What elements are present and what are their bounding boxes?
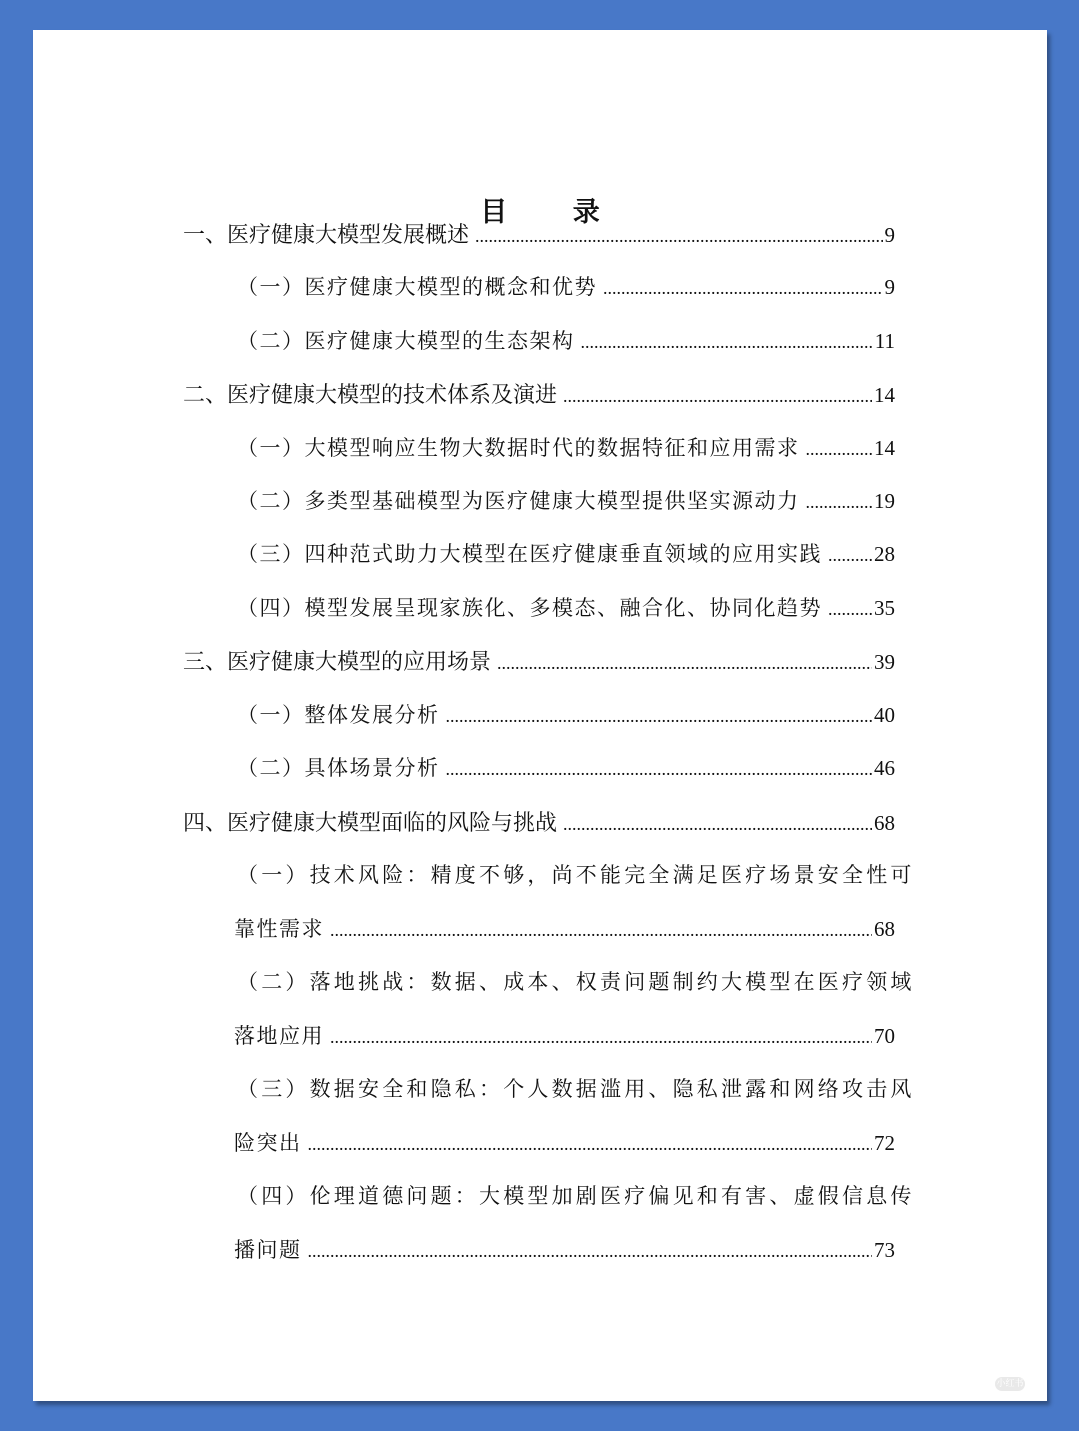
toc-entry[interactable]	[183, 645, 895, 679]
toc-entry-text: （三）数据安全和隐私：个人数据滥用、隐私泄露和网络攻击风	[237, 1077, 915, 1101]
toc-entry[interactable]	[183, 699, 895, 733]
toc-page-number: 19	[874, 489, 895, 513]
toc-entry[interactable]	[183, 271, 895, 305]
leader-dots	[603, 278, 883, 299]
toc-entry-text: （三）四种范式助力大模型在医疗健康垂直领域的应用实践	[237, 542, 822, 566]
toc-title: 目 录	[480, 197, 628, 228]
toc-page-number: 14	[874, 383, 895, 407]
toc-entry[interactable]	[183, 378, 895, 412]
toc-page-number: 46	[874, 756, 895, 780]
toc-page-number: 28	[874, 542, 895, 566]
toc-entry-text-continued: 险突出	[234, 1131, 302, 1155]
toc-entry-text: 三、医疗健康大模型的应用场景	[183, 650, 492, 675]
watermark-logo: 小红书	[996, 1379, 1024, 1389]
toc-entry-text: （四）模型发展呈现家族化、多模态、融合化、协同化趋势	[237, 596, 822, 620]
toc-entry-line2[interactable]	[183, 1234, 895, 1268]
toc-entry[interactable]	[183, 752, 895, 786]
toc-entry-text: 一、医疗健康大模型发展概述	[183, 223, 470, 248]
leader-dots	[828, 545, 872, 566]
toc-entry-line2[interactable]	[183, 1020, 895, 1054]
toc-page-number: 14	[874, 436, 895, 460]
toc-entry[interactable]	[183, 325, 895, 359]
toc-page-number: 11	[874, 329, 895, 353]
toc-page-number: 73	[874, 1238, 895, 1262]
leader-dots	[475, 226, 882, 247]
toc-entry-text-continued: 靠性需求	[234, 917, 324, 941]
toc-page-number: 68	[874, 917, 895, 941]
leader-dots	[446, 706, 873, 727]
toc-page-number: 40	[874, 703, 895, 727]
toc-entry-line1[interactable]	[183, 1073, 915, 1107]
toc-entry-text: （一）医疗健康大模型的概念和优势	[237, 275, 597, 299]
toc-entry-text: （二）具体场景分析	[237, 756, 440, 780]
toc-entry-text: 二、医疗健康大模型的技术体系及演进	[183, 383, 558, 408]
leader-dots	[330, 1027, 872, 1048]
toc-page-number: 9	[884, 275, 895, 299]
document-page	[33, 30, 1047, 1401]
toc-entry-text: （一）技术风险：精度不够，尚不能完全满足医疗场景安全性可	[237, 863, 915, 887]
leader-dots	[330, 920, 872, 941]
toc-entry[interactable]	[183, 538, 895, 572]
toc-entry[interactable]	[183, 218, 895, 252]
toc-entry-text: （二）落地挑战：数据、成本、权责问题制约大模型在医疗领域	[237, 970, 915, 994]
leader-dots	[828, 599, 872, 620]
toc-page-number: 72	[874, 1131, 895, 1155]
toc-entry-text: 四、医疗健康大模型面临的风险与挑战	[183, 811, 558, 836]
toc-entry-text: （二）多类型基础模型为医疗健康大模型提供坚实源动力	[237, 489, 800, 513]
toc-page-number: 9	[884, 223, 895, 247]
toc-entry-text: （一）大模型响应生物大数据时代的数据特征和应用需求	[237, 436, 800, 460]
leader-dots	[806, 492, 873, 513]
toc-page-number: 39	[874, 650, 895, 674]
toc-entry-line2[interactable]	[183, 913, 895, 947]
toc-entry-text: （一）整体发展分析	[237, 703, 440, 727]
toc-entry-text-continued: 落地应用	[234, 1024, 324, 1048]
toc-page-number: 35	[874, 596, 895, 620]
toc-entry-line1[interactable]	[183, 859, 915, 893]
leader-dots	[563, 386, 872, 407]
toc-entry-text: （四）伦理道德问题：大模型加剧医疗偏见和有害、虚假信息传	[237, 1184, 915, 1208]
leader-dots	[497, 653, 872, 674]
toc-entry[interactable]	[183, 806, 895, 840]
toc-entry[interactable]	[183, 485, 895, 519]
toc-entry-line2[interactable]	[183, 1127, 895, 1161]
toc-entry[interactable]	[183, 432, 895, 466]
toc-entry-line1[interactable]	[183, 1180, 915, 1214]
leader-dots	[581, 332, 873, 353]
leader-dots	[806, 439, 873, 460]
leader-dots	[308, 1134, 873, 1155]
leader-dots	[563, 814, 872, 835]
toc-page-number: 70	[874, 1024, 895, 1048]
leader-dots	[446, 759, 873, 780]
toc-entry-text-continued: 播问题	[234, 1238, 302, 1262]
toc-entry-line1[interactable]	[183, 966, 915, 1000]
toc-entry-text: （二）医疗健康大模型的生态架构	[237, 329, 575, 353]
toc-entry[interactable]	[183, 592, 895, 626]
leader-dots	[308, 1241, 873, 1262]
toc-page-number: 68	[874, 811, 895, 835]
